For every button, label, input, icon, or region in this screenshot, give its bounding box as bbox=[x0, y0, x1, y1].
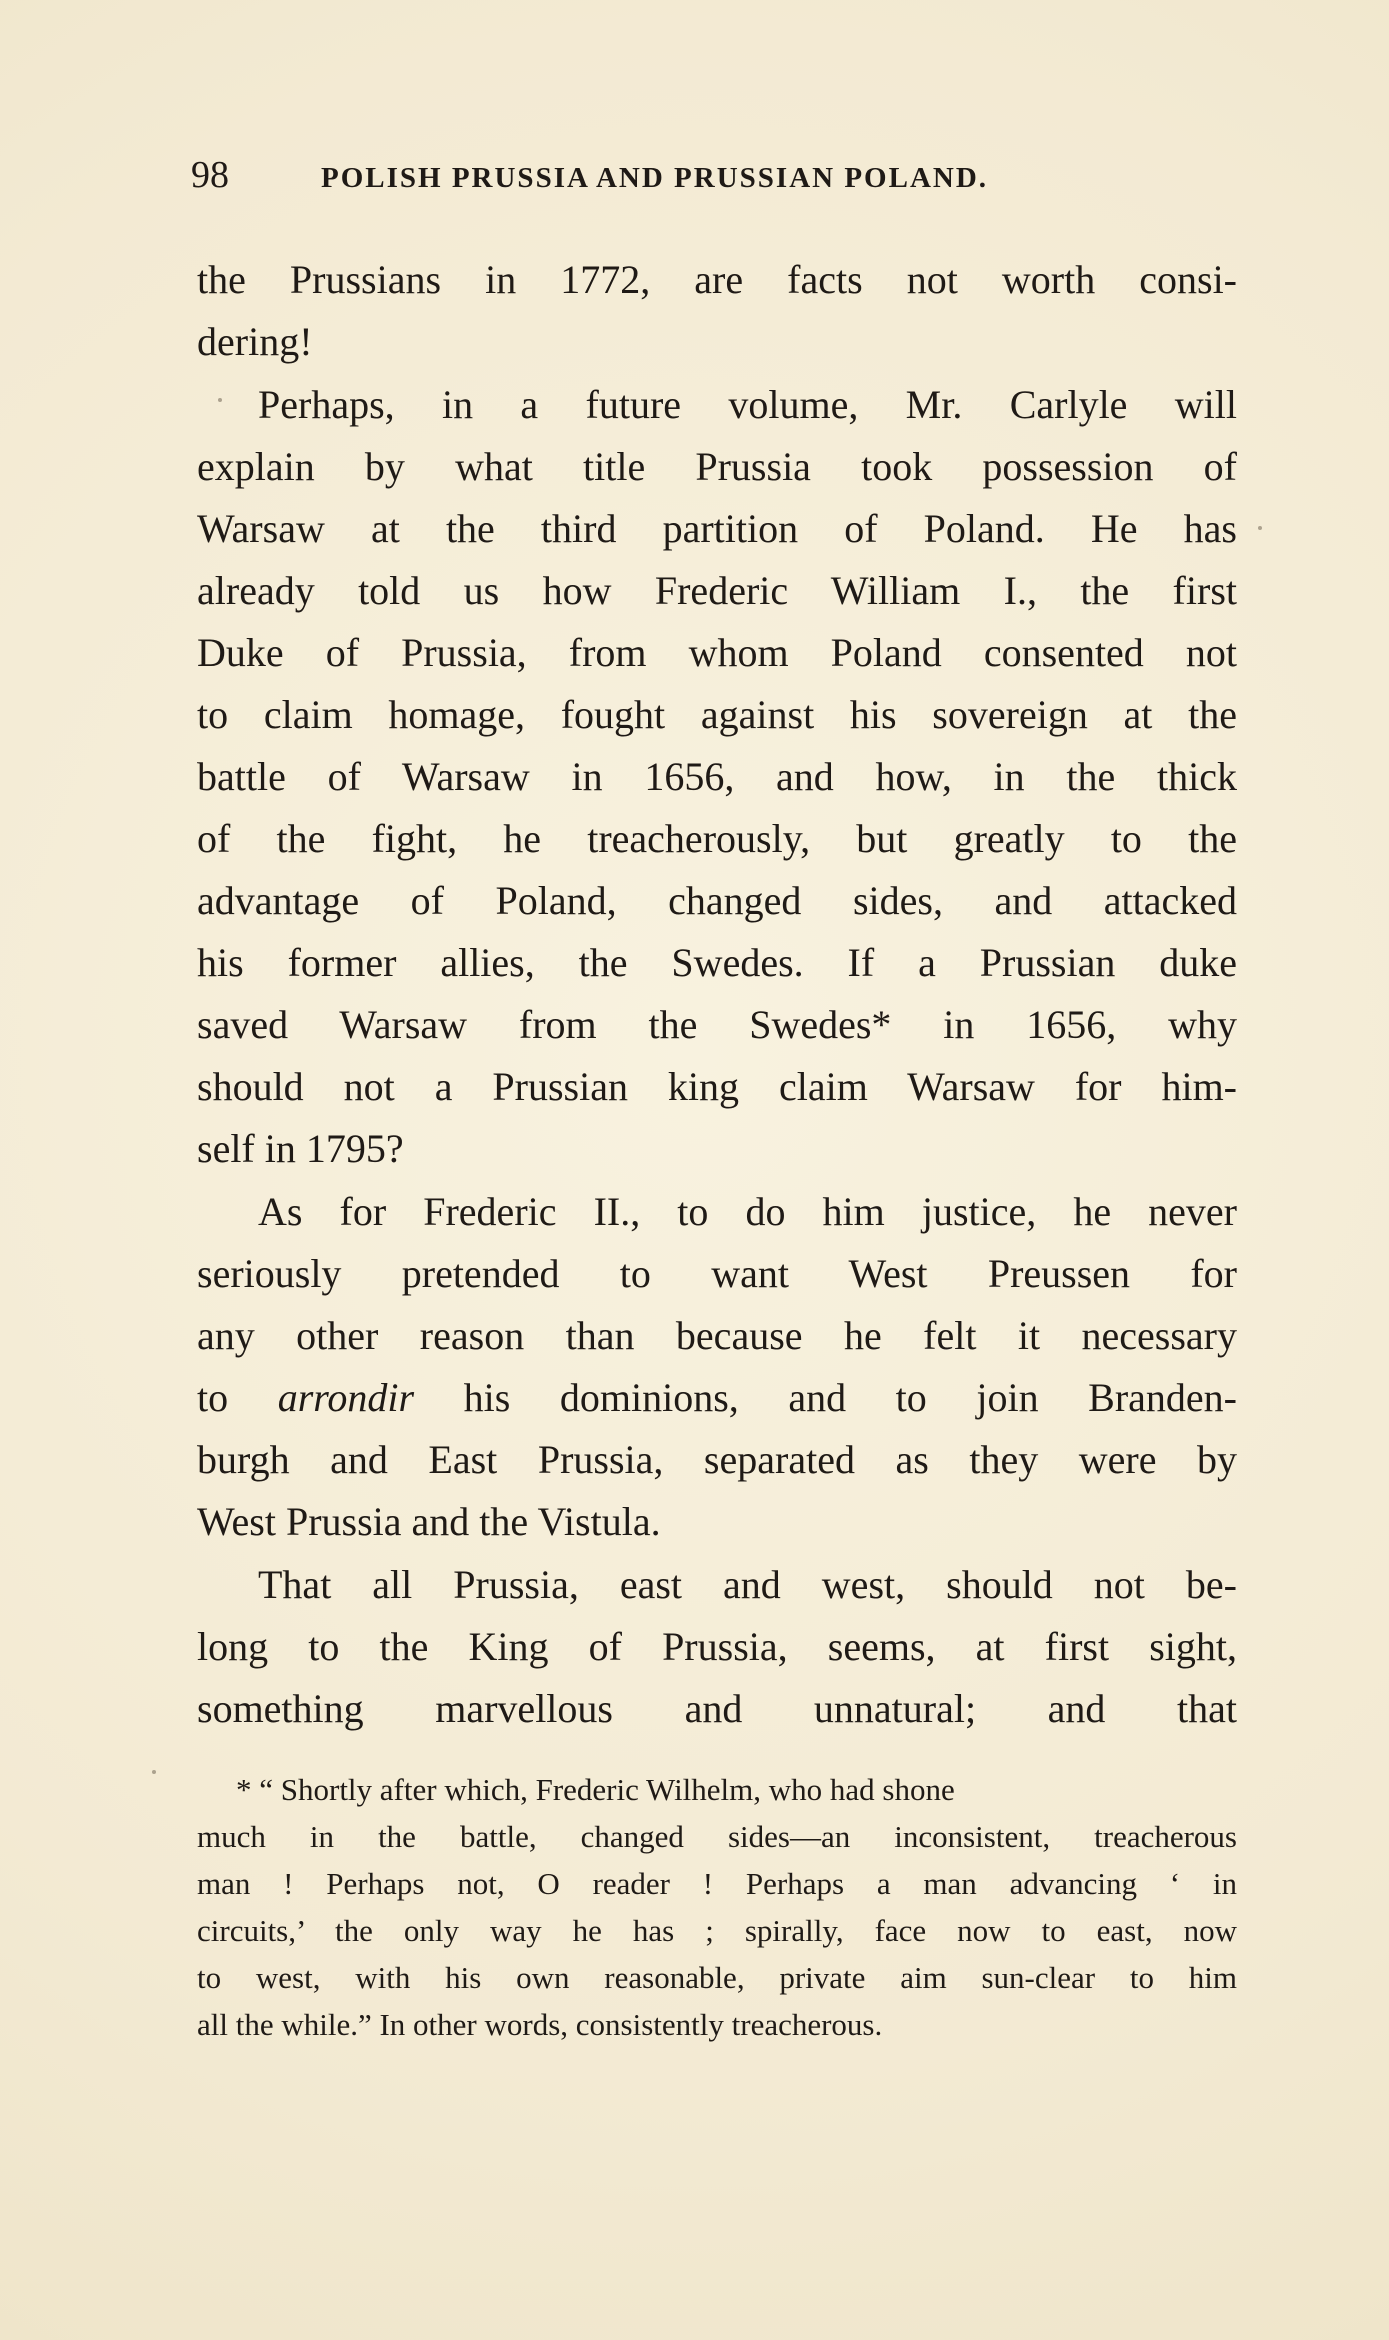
body-line: long to the King of Prussia, seems, at first sight, bbox=[197, 1624, 1237, 1669]
body-line: any other reason than because he felt it necessary bbox=[197, 1313, 1237, 1358]
body-line: burgh and East Prussia, separated as they were by bbox=[197, 1437, 1237, 1482]
paper-speck bbox=[1258, 526, 1262, 530]
body-line: self in 1795? bbox=[197, 1126, 404, 1171]
body-line: to claim homage, fought against his sovereign at the bbox=[197, 692, 1237, 737]
running-head bbox=[191, 150, 1191, 200]
footnote-line: to west, with his own reasonable, private aim sun-clear to him bbox=[197, 1960, 1237, 1995]
body-line-with-italic bbox=[197, 1371, 1237, 1425]
body-line: battle of Warsaw in 1656, and how, in the thick bbox=[197, 754, 1237, 799]
body-line: explain by what title Prussia took possession of bbox=[197, 444, 1237, 489]
italic-word: arrondir bbox=[277, 1375, 415, 1420]
running-head-title: POLISH PRUSSIA AND PRUSSIAN POLAND. bbox=[321, 162, 989, 194]
body-line: West Prussia and the Vistula. bbox=[197, 1499, 661, 1544]
body-line: Warsaw at the third partition of Poland. He has bbox=[197, 506, 1237, 551]
paper-speck bbox=[218, 398, 222, 402]
footnote-line: all the while.” In other words, consistently treacherous. bbox=[197, 2007, 883, 2042]
body-line: As for Frederic II., to do him justice, he never bbox=[258, 1189, 1237, 1234]
body-line-part: his dominions, and to join Branden- bbox=[463, 1375, 1237, 1420]
body-line: his former allies, the Swedes. If a Prussian duke bbox=[197, 940, 1237, 985]
body-line: something marvellous and unnatural; and that bbox=[197, 1686, 1237, 1731]
body-line: Duke of Prussia, from whom Poland consented not bbox=[197, 630, 1237, 675]
body-line: That all Prussia, east and west, should not be- bbox=[258, 1562, 1237, 1607]
body-line: advantage of Poland, changed sides, and attacked bbox=[197, 878, 1237, 923]
footnote-line: much in the battle, changed sides—an inconsistent, treacherous bbox=[197, 1819, 1237, 1854]
body-line: saved Warsaw from the Swedes* in 1656, why bbox=[197, 1002, 1237, 1047]
body-line: Perhaps, in a future volume, Mr. Carlyle will bbox=[258, 382, 1237, 427]
body-line: should not a Prussian king claim Warsaw for him- bbox=[197, 1064, 1237, 1109]
paper-speck bbox=[152, 1770, 156, 1774]
body-line: seriously pretended to want West Preussen for bbox=[197, 1251, 1237, 1296]
body-line: already told us how Frederic William I., the first bbox=[197, 568, 1237, 613]
body-line: the Prussians in 1772, are facts not worth consi- bbox=[197, 257, 1237, 302]
footnote-line: man ! Perhaps not, O reader ! Perhaps a man advancing ‘ in bbox=[197, 1866, 1237, 1901]
body-line-part: to bbox=[197, 1375, 229, 1420]
body-line: dering! bbox=[197, 319, 313, 364]
body-line: of the fight, he treacherously, but greatly to the bbox=[197, 816, 1237, 861]
page-number: 98 bbox=[191, 154, 229, 196]
footnote-line: * “ Shortly after which, Frederic Wilhelm, who had shone bbox=[236, 1772, 955, 1807]
footnote-line: circuits,’ the only way he has ; spirally, face now to east, now bbox=[197, 1913, 1237, 1948]
